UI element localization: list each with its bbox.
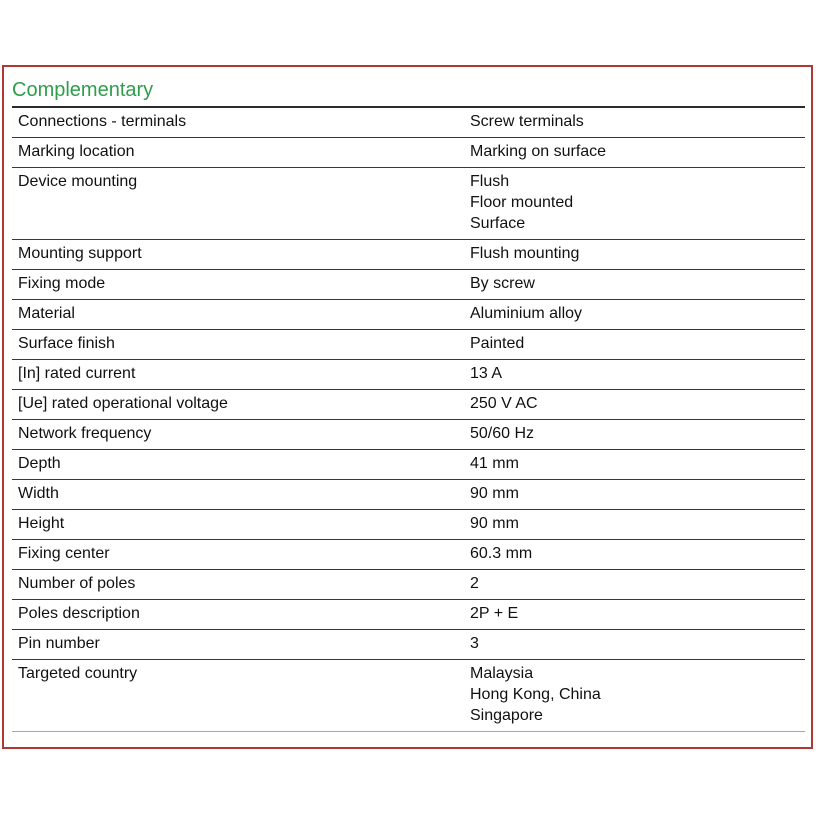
spec-value-line: 250 V AC [470, 395, 538, 412]
spec-value-line: 2 [470, 575, 479, 592]
table-row [12, 240, 805, 270]
spec-value [470, 576, 805, 592]
spec-value-line: 90 mm [470, 485, 519, 502]
spec-value-line: Singapore [470, 707, 543, 724]
spec-label: Marking location [18, 143, 135, 160]
table-row [12, 510, 805, 540]
table-row [12, 660, 805, 732]
spec-value [470, 174, 805, 232]
spec-value-line: 60.3 mm [470, 545, 533, 562]
table-row [12, 630, 805, 660]
table-row [12, 420, 805, 450]
spec-value-line: Aluminium alloy [470, 305, 583, 322]
spec-table [12, 108, 805, 732]
spec-value-line: 3 [470, 635, 479, 652]
spec-label: Depth [18, 455, 61, 472]
table-row [12, 330, 805, 360]
spec-label: Material [18, 305, 75, 322]
spec-value [470, 396, 805, 412]
spec-value-line: 90 mm [470, 515, 519, 532]
spec-label: Connections - terminals [18, 113, 187, 130]
spec-label: Device mounting [18, 173, 138, 190]
table-row [12, 168, 805, 240]
spec-label: Mounting support [18, 245, 142, 262]
spec-value [470, 546, 805, 562]
spec-label: Fixing mode [18, 275, 106, 292]
spec-value [470, 426, 805, 442]
spec-value [470, 276, 805, 292]
table-row [12, 108, 805, 138]
complementary-panel [2, 65, 813, 749]
spec-value [470, 306, 805, 322]
spec-value [470, 666, 805, 724]
section-title: Complementary [12, 79, 154, 101]
spec-label: Fixing center [18, 545, 110, 562]
spec-value [470, 606, 805, 622]
table-row [12, 270, 805, 300]
spec-value-line: Flush [470, 173, 510, 190]
table-row [12, 390, 805, 420]
spec-label: Surface finish [18, 335, 115, 352]
spec-value-line: Floor mounted [470, 194, 574, 211]
spec-value [470, 486, 805, 502]
spec-value-line: 13 A [470, 365, 503, 382]
spec-value [470, 516, 805, 532]
spec-value [470, 366, 805, 382]
spec-value-line: 41 mm [470, 455, 519, 472]
spec-label: Number of poles [18, 575, 136, 592]
spec-label: Width [18, 485, 59, 502]
spec-value-line: 2P + E [470, 605, 519, 622]
table-row [12, 360, 805, 390]
spec-value-line: Flush mounting [470, 245, 580, 262]
spec-value-line: By screw [470, 275, 535, 292]
spec-value [470, 246, 805, 262]
table-row [12, 570, 805, 600]
spec-value-line: Surface [470, 215, 526, 232]
spec-label: Pin number [18, 635, 100, 652]
table-row [12, 540, 805, 570]
spec-label: [In] rated current [18, 365, 136, 382]
spec-label: Poles description [18, 605, 140, 622]
spec-value-line: Malaysia [470, 665, 534, 682]
spec-value-line: Painted [470, 335, 525, 352]
spec-value-line: 50/60 Hz [470, 425, 535, 442]
spec-value [470, 636, 805, 652]
table-row [12, 480, 805, 510]
spec-value [470, 114, 805, 130]
table-row [12, 450, 805, 480]
spec-label: Targeted country [18, 665, 138, 682]
spec-value [470, 336, 805, 352]
table-row [12, 138, 805, 168]
table-row [12, 300, 805, 330]
spec-label: Height [18, 515, 65, 532]
spec-label: Network frequency [18, 425, 152, 442]
spec-value [470, 144, 805, 160]
spec-value-line: Marking on surface [470, 143, 607, 160]
spec-value [470, 456, 805, 472]
spec-label: [Ue] rated operational voltage [18, 395, 228, 412]
spec-value-line: Screw terminals [470, 113, 584, 130]
spec-value-line: Hong Kong, China [470, 686, 601, 703]
table-row [12, 600, 805, 630]
